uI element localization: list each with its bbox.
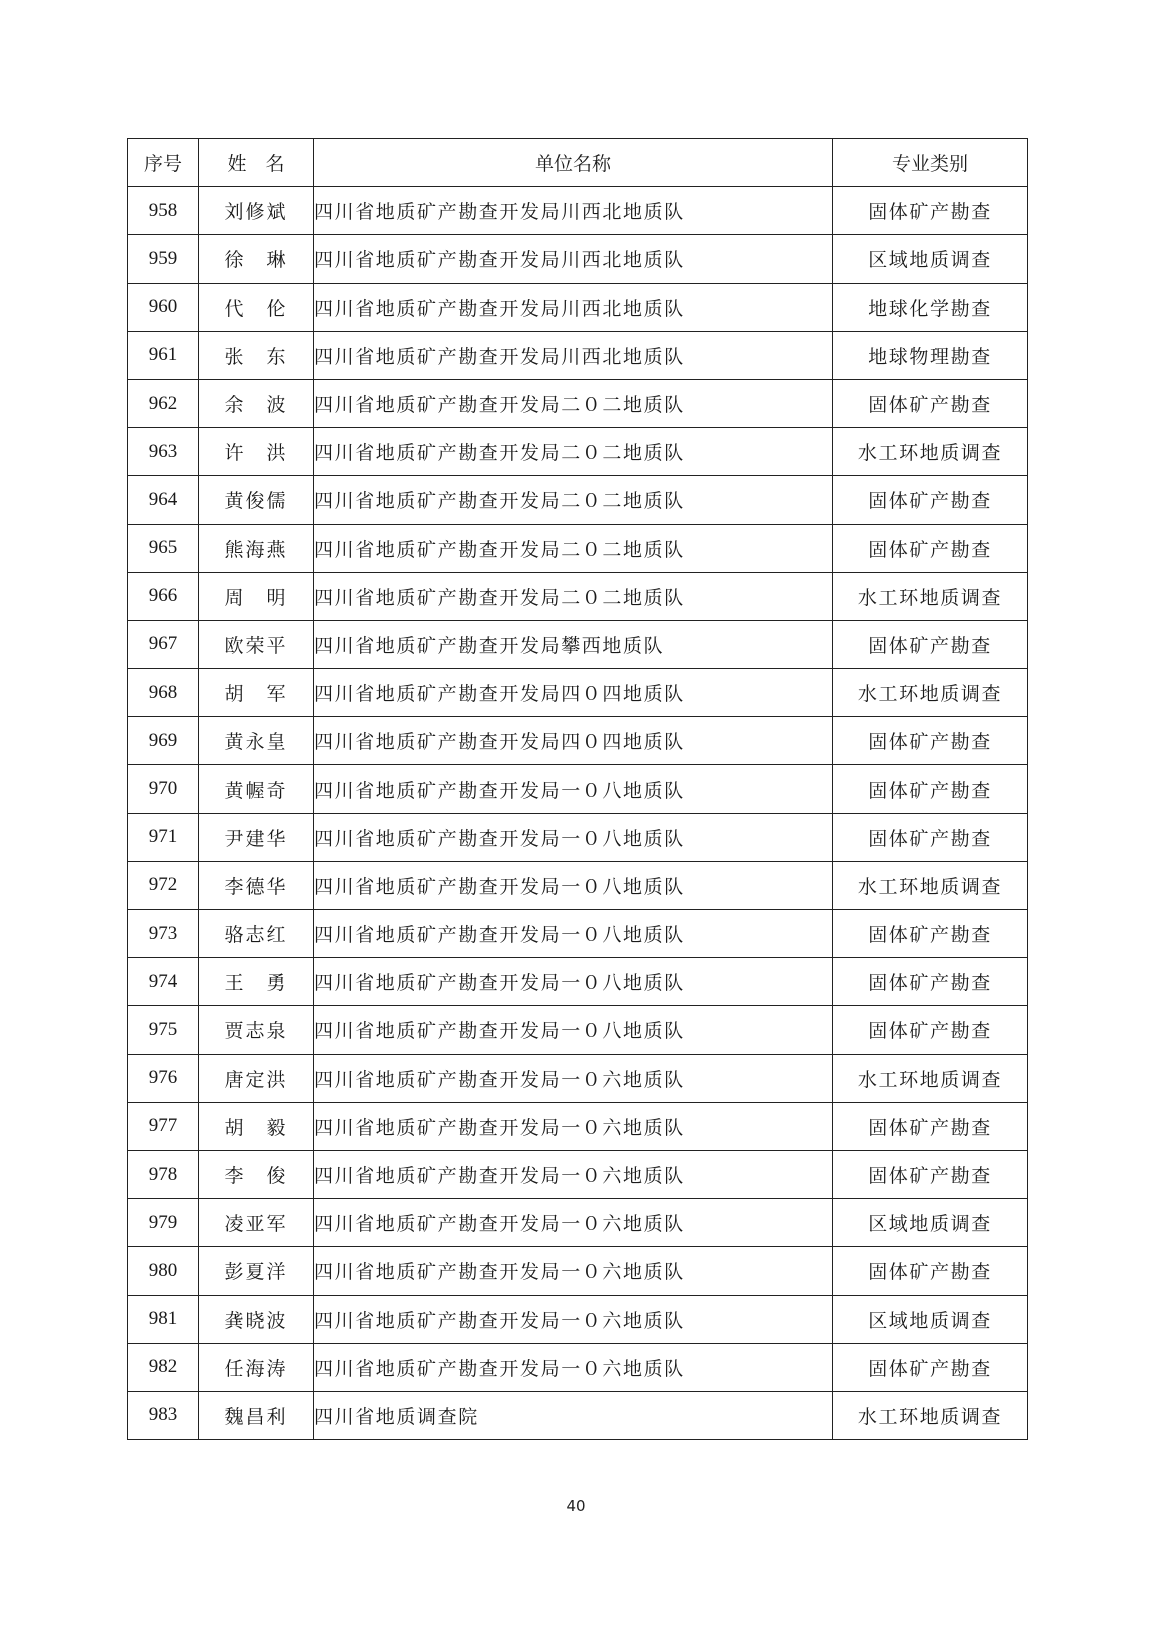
specialty-category: 固体矿产勘查	[833, 1343, 1028, 1391]
row-number: 973	[128, 910, 199, 958]
row-number: 981	[128, 1295, 199, 1343]
specialty-category: 水工环地质调查	[833, 1054, 1028, 1102]
person-name: 胡 军	[199, 669, 314, 717]
specialty-category: 固体矿产勘查	[833, 524, 1028, 572]
person-name: 彭夏洋	[199, 1247, 314, 1295]
table-row	[128, 910, 1028, 958]
table-row	[128, 1150, 1028, 1198]
table-row	[128, 1006, 1028, 1054]
table-row	[128, 1247, 1028, 1295]
person-name: 任海涛	[199, 1343, 314, 1391]
person-name: 李 俊	[199, 1150, 314, 1198]
person-name: 龚晓波	[199, 1295, 314, 1343]
table-row	[128, 187, 1028, 235]
unit-name: 四川省地质矿产勘查开发局一０六地质队	[314, 1054, 833, 1102]
table-row	[128, 717, 1028, 765]
unit-name: 四川省地质矿产勘查开发局一０六地质队	[314, 1247, 833, 1295]
row-number: 969	[128, 717, 199, 765]
page-number: 40	[566, 1497, 586, 1515]
specialty-category: 固体矿产勘查	[833, 620, 1028, 668]
table-row	[128, 958, 1028, 1006]
roster-table	[127, 138, 1028, 1440]
unit-name: 四川省地质矿产勘查开发局二０二地质队	[314, 379, 833, 427]
person-name: 许 洪	[199, 428, 314, 476]
unit-name: 四川省地质矿产勘查开发局一０八地质队	[314, 813, 833, 861]
person-name: 贾志泉	[199, 1006, 314, 1054]
row-number: 965	[128, 524, 199, 572]
header-category: 专业类别	[833, 139, 1028, 187]
table-row	[128, 861, 1028, 909]
specialty-category: 固体矿产勘查	[833, 1006, 1028, 1054]
unit-name: 四川省地质矿产勘查开发局川西北地质队	[314, 235, 833, 283]
specialty-category: 固体矿产勘查	[833, 958, 1028, 1006]
table-row	[128, 1199, 1028, 1247]
unit-name: 四川省地质矿产勘查开发局一０八地质队	[314, 958, 833, 1006]
table-header-row	[128, 139, 1028, 187]
table-row	[128, 235, 1028, 283]
specialty-category: 地球化学勘查	[833, 283, 1028, 331]
header-name: 姓 名	[199, 139, 314, 187]
person-name: 唐定洪	[199, 1054, 314, 1102]
person-name: 魏昌利	[199, 1391, 314, 1439]
person-name: 徐 琳	[199, 235, 314, 283]
row-number: 963	[128, 428, 199, 476]
specialty-category: 固体矿产勘查	[833, 187, 1028, 235]
specialty-category: 区域地质调查	[833, 1295, 1028, 1343]
row-number: 970	[128, 765, 199, 813]
person-name: 胡 毅	[199, 1102, 314, 1150]
table-row	[128, 1391, 1028, 1439]
person-name: 李德华	[199, 861, 314, 909]
row-number: 979	[128, 1199, 199, 1247]
row-number: 976	[128, 1054, 199, 1102]
specialty-category: 固体矿产勘查	[833, 813, 1028, 861]
row-number: 968	[128, 669, 199, 717]
table-row	[128, 476, 1028, 524]
row-number: 964	[128, 476, 199, 524]
row-number: 978	[128, 1150, 199, 1198]
person-name: 周 明	[199, 572, 314, 620]
specialty-category: 水工环地质调查	[833, 1391, 1028, 1439]
person-name: 张 东	[199, 331, 314, 379]
specialty-category: 水工环地质调查	[833, 669, 1028, 717]
unit-name: 四川省地质矿产勘查开发局二０二地质队	[314, 524, 833, 572]
specialty-category: 固体矿产勘查	[833, 1102, 1028, 1150]
unit-name: 四川省地质矿产勘查开发局二０二地质队	[314, 476, 833, 524]
row-number: 974	[128, 958, 199, 1006]
specialty-category: 水工环地质调查	[833, 428, 1028, 476]
table-row	[128, 669, 1028, 717]
unit-name: 四川省地质矿产勘查开发局一０八地质队	[314, 910, 833, 958]
row-number: 958	[128, 187, 199, 235]
row-number: 967	[128, 620, 199, 668]
unit-name: 四川省地质矿产勘查开发局四０四地质队	[314, 717, 833, 765]
specialty-category: 固体矿产勘查	[833, 1150, 1028, 1198]
person-name: 黄幄奇	[199, 765, 314, 813]
specialty-category: 水工环地质调查	[833, 861, 1028, 909]
row-number: 972	[128, 861, 199, 909]
unit-name: 四川省地质矿产勘查开发局一０八地质队	[314, 765, 833, 813]
person-name: 欧荣平	[199, 620, 314, 668]
specialty-category: 固体矿产勘查	[833, 476, 1028, 524]
specialty-category: 固体矿产勘查	[833, 717, 1028, 765]
table-row	[128, 813, 1028, 861]
row-number: 983	[128, 1391, 199, 1439]
unit-name: 四川省地质矿产勘查开发局一０八地质队	[314, 861, 833, 909]
person-name: 黄俊儒	[199, 476, 314, 524]
specialty-category: 固体矿产勘查	[833, 910, 1028, 958]
header-number: 序号	[128, 139, 199, 187]
specialty-category: 固体矿产勘查	[833, 379, 1028, 427]
person-name: 黄永皇	[199, 717, 314, 765]
unit-name: 四川省地质矿产勘查开发局川西北地质队	[314, 187, 833, 235]
person-name: 刘修斌	[199, 187, 314, 235]
unit-name: 四川省地质矿产勘查开发局二０二地质队	[314, 572, 833, 620]
row-number: 966	[128, 572, 199, 620]
row-number: 980	[128, 1247, 199, 1295]
table-row	[128, 524, 1028, 572]
unit-name: 四川省地质矿产勘查开发局川西北地质队	[314, 283, 833, 331]
table-row	[128, 1343, 1028, 1391]
table-row	[128, 1295, 1028, 1343]
unit-name: 四川省地质矿产勘查开发局一０六地质队	[314, 1150, 833, 1198]
specialty-category: 固体矿产勘查	[833, 765, 1028, 813]
unit-name: 四川省地质矿产勘查开发局一０八地质队	[314, 1006, 833, 1054]
row-number: 960	[128, 283, 199, 331]
header-unit: 单位名称	[314, 139, 833, 187]
unit-name: 四川省地质矿产勘查开发局攀西地质队	[314, 620, 833, 668]
table-row	[128, 379, 1028, 427]
row-number: 975	[128, 1006, 199, 1054]
row-number: 961	[128, 331, 199, 379]
person-name: 王 勇	[199, 958, 314, 1006]
row-number: 962	[128, 379, 199, 427]
table-row	[128, 572, 1028, 620]
unit-name: 四川省地质矿产勘查开发局川西北地质队	[314, 331, 833, 379]
table-row	[128, 1054, 1028, 1102]
table-body	[128, 187, 1028, 1440]
unit-name: 四川省地质矿产勘查开发局一０六地质队	[314, 1295, 833, 1343]
table-row	[128, 1102, 1028, 1150]
unit-name: 四川省地质矿产勘查开发局一０六地质队	[314, 1102, 833, 1150]
specialty-category: 水工环地质调查	[833, 572, 1028, 620]
row-number: 959	[128, 235, 199, 283]
person-name: 凌亚军	[199, 1199, 314, 1247]
table-row	[128, 331, 1028, 379]
unit-name: 四川省地质调查院	[314, 1391, 833, 1439]
specialty-category: 区域地质调查	[833, 235, 1028, 283]
person-name: 骆志红	[199, 910, 314, 958]
row-number: 982	[128, 1343, 199, 1391]
table-row	[128, 283, 1028, 331]
table-row	[128, 428, 1028, 476]
table-row	[128, 765, 1028, 813]
unit-name: 四川省地质矿产勘查开发局一０六地质队	[314, 1343, 833, 1391]
row-number: 977	[128, 1102, 199, 1150]
unit-name: 四川省地质矿产勘查开发局二０二地质队	[314, 428, 833, 476]
unit-name: 四川省地质矿产勘查开发局一０六地质队	[314, 1199, 833, 1247]
person-name: 尹建华	[199, 813, 314, 861]
person-name: 熊海燕	[199, 524, 314, 572]
row-number: 971	[128, 813, 199, 861]
specialty-category: 地球物理勘查	[833, 331, 1028, 379]
person-name: 余 波	[199, 379, 314, 427]
person-name: 代 伦	[199, 283, 314, 331]
table-row	[128, 620, 1028, 668]
specialty-category: 区域地质调查	[833, 1199, 1028, 1247]
unit-name: 四川省地质矿产勘查开发局四０四地质队	[314, 669, 833, 717]
specialty-category: 固体矿产勘查	[833, 1247, 1028, 1295]
